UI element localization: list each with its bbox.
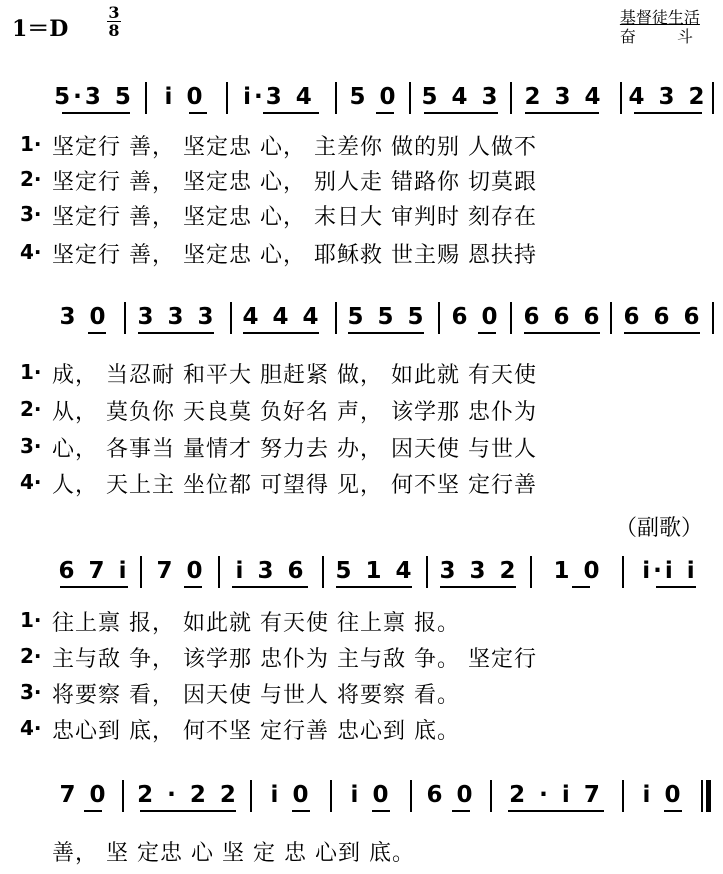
credit-line2: 奋 斗 xyxy=(619,27,711,46)
barline xyxy=(335,302,337,334)
barline xyxy=(438,302,440,334)
measure: 5 1 4 xyxy=(330,558,420,584)
measure: 7 0 xyxy=(54,782,114,808)
key-signature: 1＝D xyxy=(12,16,69,42)
staff-system-4 xyxy=(0,776,723,820)
barline xyxy=(610,302,612,334)
barline xyxy=(218,556,220,588)
measure: 2 · i 7 xyxy=(498,782,614,808)
barline xyxy=(622,556,624,588)
barline xyxy=(322,556,324,588)
barline xyxy=(622,780,624,812)
staff-system-3 xyxy=(0,552,723,596)
barline xyxy=(426,556,428,588)
measure: 6 0 xyxy=(418,782,484,808)
staff-system-2 xyxy=(0,298,723,342)
barline xyxy=(250,780,252,812)
lyric-line: 3· 将要察 看， 因天使 与世人 将要察 看。 xyxy=(20,680,460,708)
lyric-line: 4· 坚定行 善， 坚定忠 心， 耶稣救 世主赐 恩扶持 xyxy=(20,240,537,268)
barline xyxy=(409,82,411,114)
barline xyxy=(226,82,228,114)
measure: 1 0 xyxy=(538,558,618,584)
measure: 5·3 5 xyxy=(54,84,134,110)
barline xyxy=(330,780,332,812)
measure: 3 3 2 xyxy=(434,558,524,584)
barline xyxy=(530,556,532,588)
barline xyxy=(122,780,124,812)
lyric-line: 善， 坚 定忠 心 坚 定 忠 心到 底。 xyxy=(52,841,415,866)
measure: 6 0 xyxy=(446,304,506,330)
barline xyxy=(140,556,142,588)
barline xyxy=(335,82,337,114)
measure: i 0 xyxy=(338,782,404,808)
credit xyxy=(620,8,711,46)
measure: 4 3 2 xyxy=(628,84,708,110)
lyric-line: 1· 往上禀 报， 如此就 有天使 往上禀 报。 xyxy=(20,608,460,636)
barline xyxy=(124,302,126,334)
lyric-line: 1· 成， 当忍耐 和平大 胆赶紧 做， 如此就 有天使 xyxy=(20,360,537,388)
measure: 6 6 6 xyxy=(518,304,608,330)
lyric-line: 4· 忠心到 底， 何不坚 定行善 忠心到 底。 xyxy=(20,716,460,744)
measure: i 3 6 xyxy=(226,558,316,584)
lyric-line: 2· 从， 莫负你 天良莫 负好名 声， 该学那 忠仆为 xyxy=(20,397,537,425)
measure: 5 4 3 xyxy=(418,84,504,110)
measure: 5 0 xyxy=(344,84,404,110)
measure: i·3 4 xyxy=(235,84,323,110)
measure: i 0 xyxy=(155,84,215,110)
barline xyxy=(230,302,232,334)
barline xyxy=(620,82,622,114)
barline xyxy=(145,82,147,114)
time-top: 3 xyxy=(108,3,120,22)
measure: i 0 xyxy=(258,782,324,808)
measure: 2 3 4 xyxy=(519,84,609,110)
measure: 3 0 xyxy=(50,304,118,330)
barline xyxy=(712,302,714,334)
barline xyxy=(712,82,714,114)
lyric-line: 1· 坚定行 善， 坚定忠 心， 主差你 做的别 人做不 xyxy=(20,132,537,160)
time-bottom: 8 xyxy=(108,21,120,40)
measure: 3 3 3 xyxy=(132,304,222,330)
barline xyxy=(410,780,412,812)
measure: i·i i xyxy=(630,558,710,584)
measure: 7 0 xyxy=(148,558,214,584)
credit-line1: 基督徒生活 xyxy=(619,8,700,27)
lyric-line: 3· 坚定行 善， 坚定忠 心， 末日大 审判时 刻存在 xyxy=(20,202,537,230)
measure: 5 5 5 xyxy=(342,304,432,330)
barline xyxy=(490,780,492,812)
measure: i 0 xyxy=(630,782,696,808)
final-barline-thick xyxy=(706,780,711,812)
measure: 6 6 6 xyxy=(618,304,708,330)
barline xyxy=(510,82,512,114)
lyric-line: 2· 坚定行 善， 坚定忠 心， 别人走 错路你 切莫跟 xyxy=(20,167,537,195)
lyric-line: 4· 人， 天上主 坐位都 可望得 见， 何不坚 定行善 xyxy=(20,470,537,498)
staff-system-1 xyxy=(0,78,723,122)
lyric-line: 2· 主与敌 争， 该学那 忠仆为 主与敌 争。 坚定行 xyxy=(20,644,537,672)
chorus-label: （副歌） xyxy=(614,516,703,541)
measure: 2 · 2 2 xyxy=(132,782,244,808)
barline xyxy=(510,302,512,334)
measure: 4 4 4 xyxy=(237,304,327,330)
time-signature xyxy=(105,4,123,39)
final-barline-thin xyxy=(701,780,703,812)
measure: 6 7 i xyxy=(54,558,134,584)
lyric-line: 3· 心， 各事当 量情才 努力去 办， 因天使 与世人 xyxy=(20,434,537,462)
